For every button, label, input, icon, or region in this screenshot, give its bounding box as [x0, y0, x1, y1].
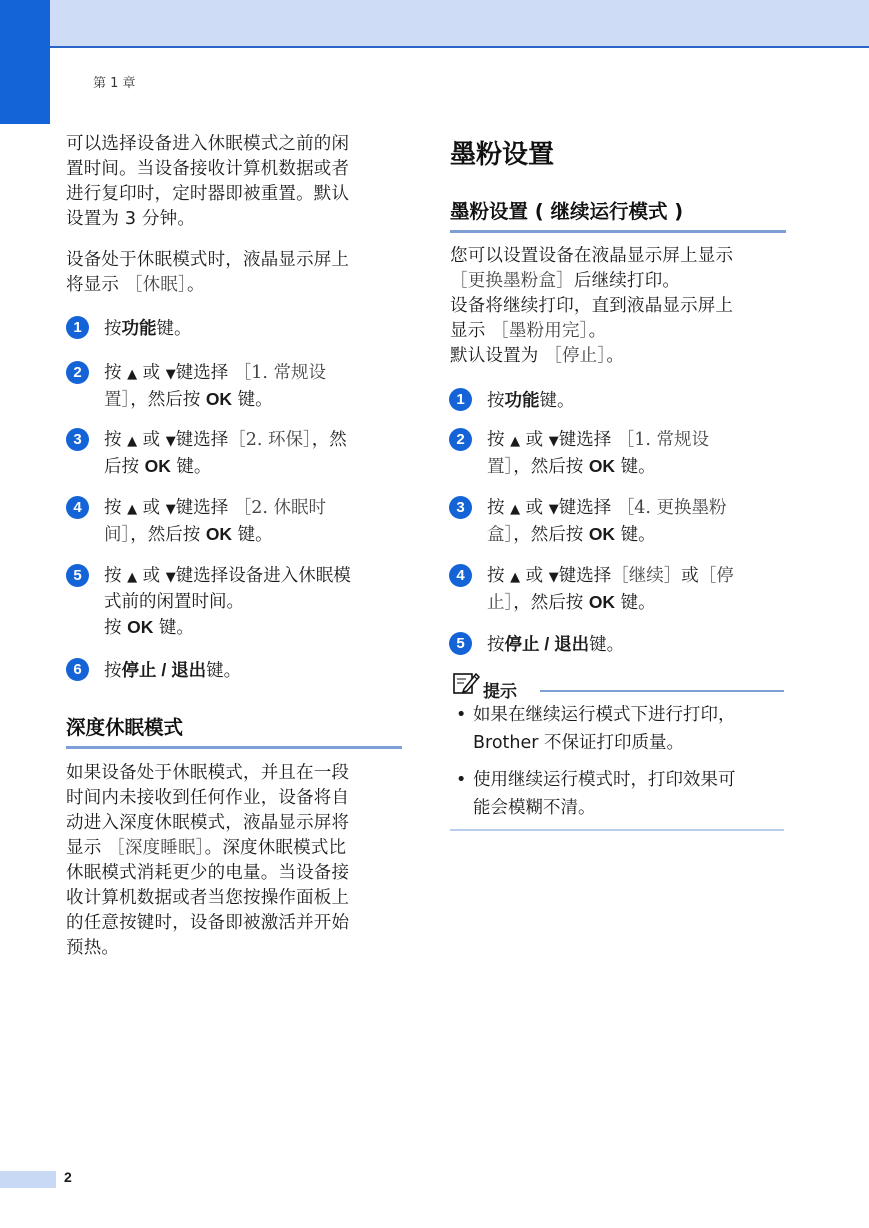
- section-heading-deep-sleep: 深度休眠模式: [66, 712, 402, 749]
- lcd-message: ［深度睡眠］: [107, 838, 205, 858]
- step-1: 1 按功能键。: [104, 316, 404, 342]
- up-arrow-icon: ▲: [127, 367, 138, 382]
- toner-step-4: 4 按 ▲ 或 ▼键选择［继续］或［停 止］，然后按 OK 键。: [487, 564, 787, 616]
- lcd-message: ［墨粉用完］: [491, 321, 589, 341]
- key-name: 功能: [504, 390, 540, 410]
- step-4: 4 按 ▲ 或 ▼键选择 ［2. 休眠时 间］，然后按 OK 键。: [104, 496, 404, 548]
- step-2: 2 按 ▲ 或 ▼键选择 ［1. 常规设 置］，然后按 OK 键。: [104, 361, 404, 413]
- menu-option: ［继续］: [611, 566, 682, 586]
- step-number-badge: 2: [449, 428, 472, 451]
- toner-step-2: 2 按 ▲ 或 ▼键选择 ［1. 常规设 置］，然后按 OK 键。: [487, 428, 787, 480]
- ok-key: OK: [205, 389, 233, 409]
- key-name: 功能: [121, 318, 157, 338]
- ok-key: OK: [588, 456, 616, 476]
- key-name: 停止 / 退出: [504, 634, 590, 654]
- menu-option: ［2. 环保］: [228, 430, 312, 450]
- menu-option: ［2. 休眠时: [233, 498, 327, 518]
- section-heading-continue-mode: 墨粉设置 ( 继续运行模式 ): [450, 196, 786, 233]
- down-arrow-icon: ▼: [548, 502, 559, 517]
- note-item: • 如果在继续运行模式下进行打印， Brother 不保证打印质量。: [456, 701, 783, 757]
- toner-step-5: 5 按停止 / 退出键。: [487, 632, 787, 658]
- up-arrow-icon: ▲: [510, 502, 521, 517]
- step-number-badge: 1: [449, 388, 472, 411]
- header-band: [0, 0, 869, 48]
- ok-key: OK: [588, 592, 616, 612]
- bullet-icon: •: [456, 770, 467, 790]
- step-5: 5 按 ▲ 或 ▼键选择设备进入休眠模 式前的闲置时间。 按 OK 键。: [104, 564, 404, 641]
- toner-step-3: 3 按 ▲ 或 ▼键选择 ［4. 更换墨粉 盒］，然后按 OK 键。: [487, 496, 787, 548]
- key-name: 停止 / 退出: [121, 660, 207, 680]
- chapter-tab: [0, 0, 50, 124]
- note-title: 提示: [483, 682, 517, 702]
- down-arrow-icon: ▼: [165, 570, 176, 585]
- deep-sleep-paragraph: 如果设备处于休眠模式，并且在一段 时间内未接收到任何作业，设备将自 动进入深度休眠模式，液晶显示屏将 显示 ［深度睡眠］。深度休眠模式比 休眠模式消耗更少的电量。当设备接 收计算机数据或者当您按操作面板上 的任意按键时，设备即被激活并开始 预热。: [66, 763, 350, 958]
- continue-mode-paragraph: 您可以设置设备在液晶显示屏上显示 ［更换墨粉盒］后继续打印。 设备将继续打印，直到液晶显示屏上 显示 ［墨粉用完］。 默认设置为 ［停止］。: [450, 246, 734, 366]
- step-number-badge: 6: [66, 658, 89, 681]
- step-number-badge: 5: [66, 564, 89, 587]
- down-arrow-icon: ▼: [165, 367, 176, 382]
- up-arrow-icon: ▲: [510, 570, 521, 585]
- page-number: 2: [64, 1169, 72, 1185]
- note-divider: [540, 690, 784, 692]
- lcd-message: ［更换墨粉盒］: [450, 271, 574, 291]
- down-arrow-icon: ▼: [548, 570, 559, 585]
- ok-key: OK: [144, 456, 171, 476]
- page-title-toner-settings: 墨粉设置: [450, 140, 555, 170]
- intro-paragraph: [66, 132, 402, 232]
- text-line: 将显示 ［休眠］。: [66, 275, 205, 295]
- up-arrow-icon: ▲: [127, 570, 138, 585]
- down-arrow-icon: ▼: [165, 434, 176, 449]
- note-item: • 使用继续运行模式时，打印效果可 能会模糊不清。: [456, 766, 783, 822]
- down-arrow-icon: ▼: [165, 502, 176, 517]
- step-number-badge: 3: [449, 496, 472, 519]
- step-number-badge: 3: [66, 428, 89, 451]
- lcd-message: ［停止］: [544, 346, 607, 366]
- up-arrow-icon: ▲: [127, 502, 138, 517]
- step-6: 6 按停止 / 退出键。: [104, 658, 404, 684]
- menu-option: ［1. 常规设: [616, 430, 710, 450]
- down-arrow-icon: ▼: [548, 434, 559, 449]
- text-line: 设置为 3 分钟。: [66, 209, 196, 229]
- bullet-icon: •: [456, 705, 467, 725]
- note-pencil-icon: [452, 670, 480, 696]
- menu-option: ［停: [698, 566, 734, 586]
- note-bottom-rule: [450, 829, 784, 831]
- ok-key: OK: [127, 617, 154, 637]
- up-arrow-icon: ▲: [510, 434, 521, 449]
- text-line: 置时间。当设备接收计算机数据或者: [66, 159, 350, 179]
- text-line: 可以选择设备进入休眠模式之前的闲: [66, 134, 350, 154]
- step-number-badge: 1: [66, 316, 89, 339]
- step-number-badge: 2: [66, 361, 89, 384]
- toner-step-1: 1 按功能键。: [487, 388, 787, 414]
- menu-option: ［1. 常规设: [233, 363, 327, 383]
- lcd-message: ［休眠］: [124, 275, 187, 295]
- text-line: 设备处于休眠模式时，液晶显示屏上: [66, 250, 350, 270]
- ok-key: OK: [588, 524, 616, 544]
- text-line: 进行复印时，定时器即被重置。默认: [66, 184, 350, 204]
- step-number-badge: 4: [449, 564, 472, 587]
- step-number-badge: 5: [449, 632, 472, 655]
- page-number-bar: [0, 1171, 56, 1188]
- step-3: 3 按 ▲ 或 ▼键选择［2. 环保］，然 后按 OK 键。: [104, 428, 404, 480]
- up-arrow-icon: ▲: [127, 434, 138, 449]
- ok-key: OK: [205, 524, 233, 544]
- chapter-label: 第 1 章: [93, 76, 136, 91]
- step-number-badge: 4: [66, 496, 89, 519]
- sleep-display-paragraph: [66, 248, 402, 298]
- menu-option: ［4. 更换墨粉: [616, 498, 727, 518]
